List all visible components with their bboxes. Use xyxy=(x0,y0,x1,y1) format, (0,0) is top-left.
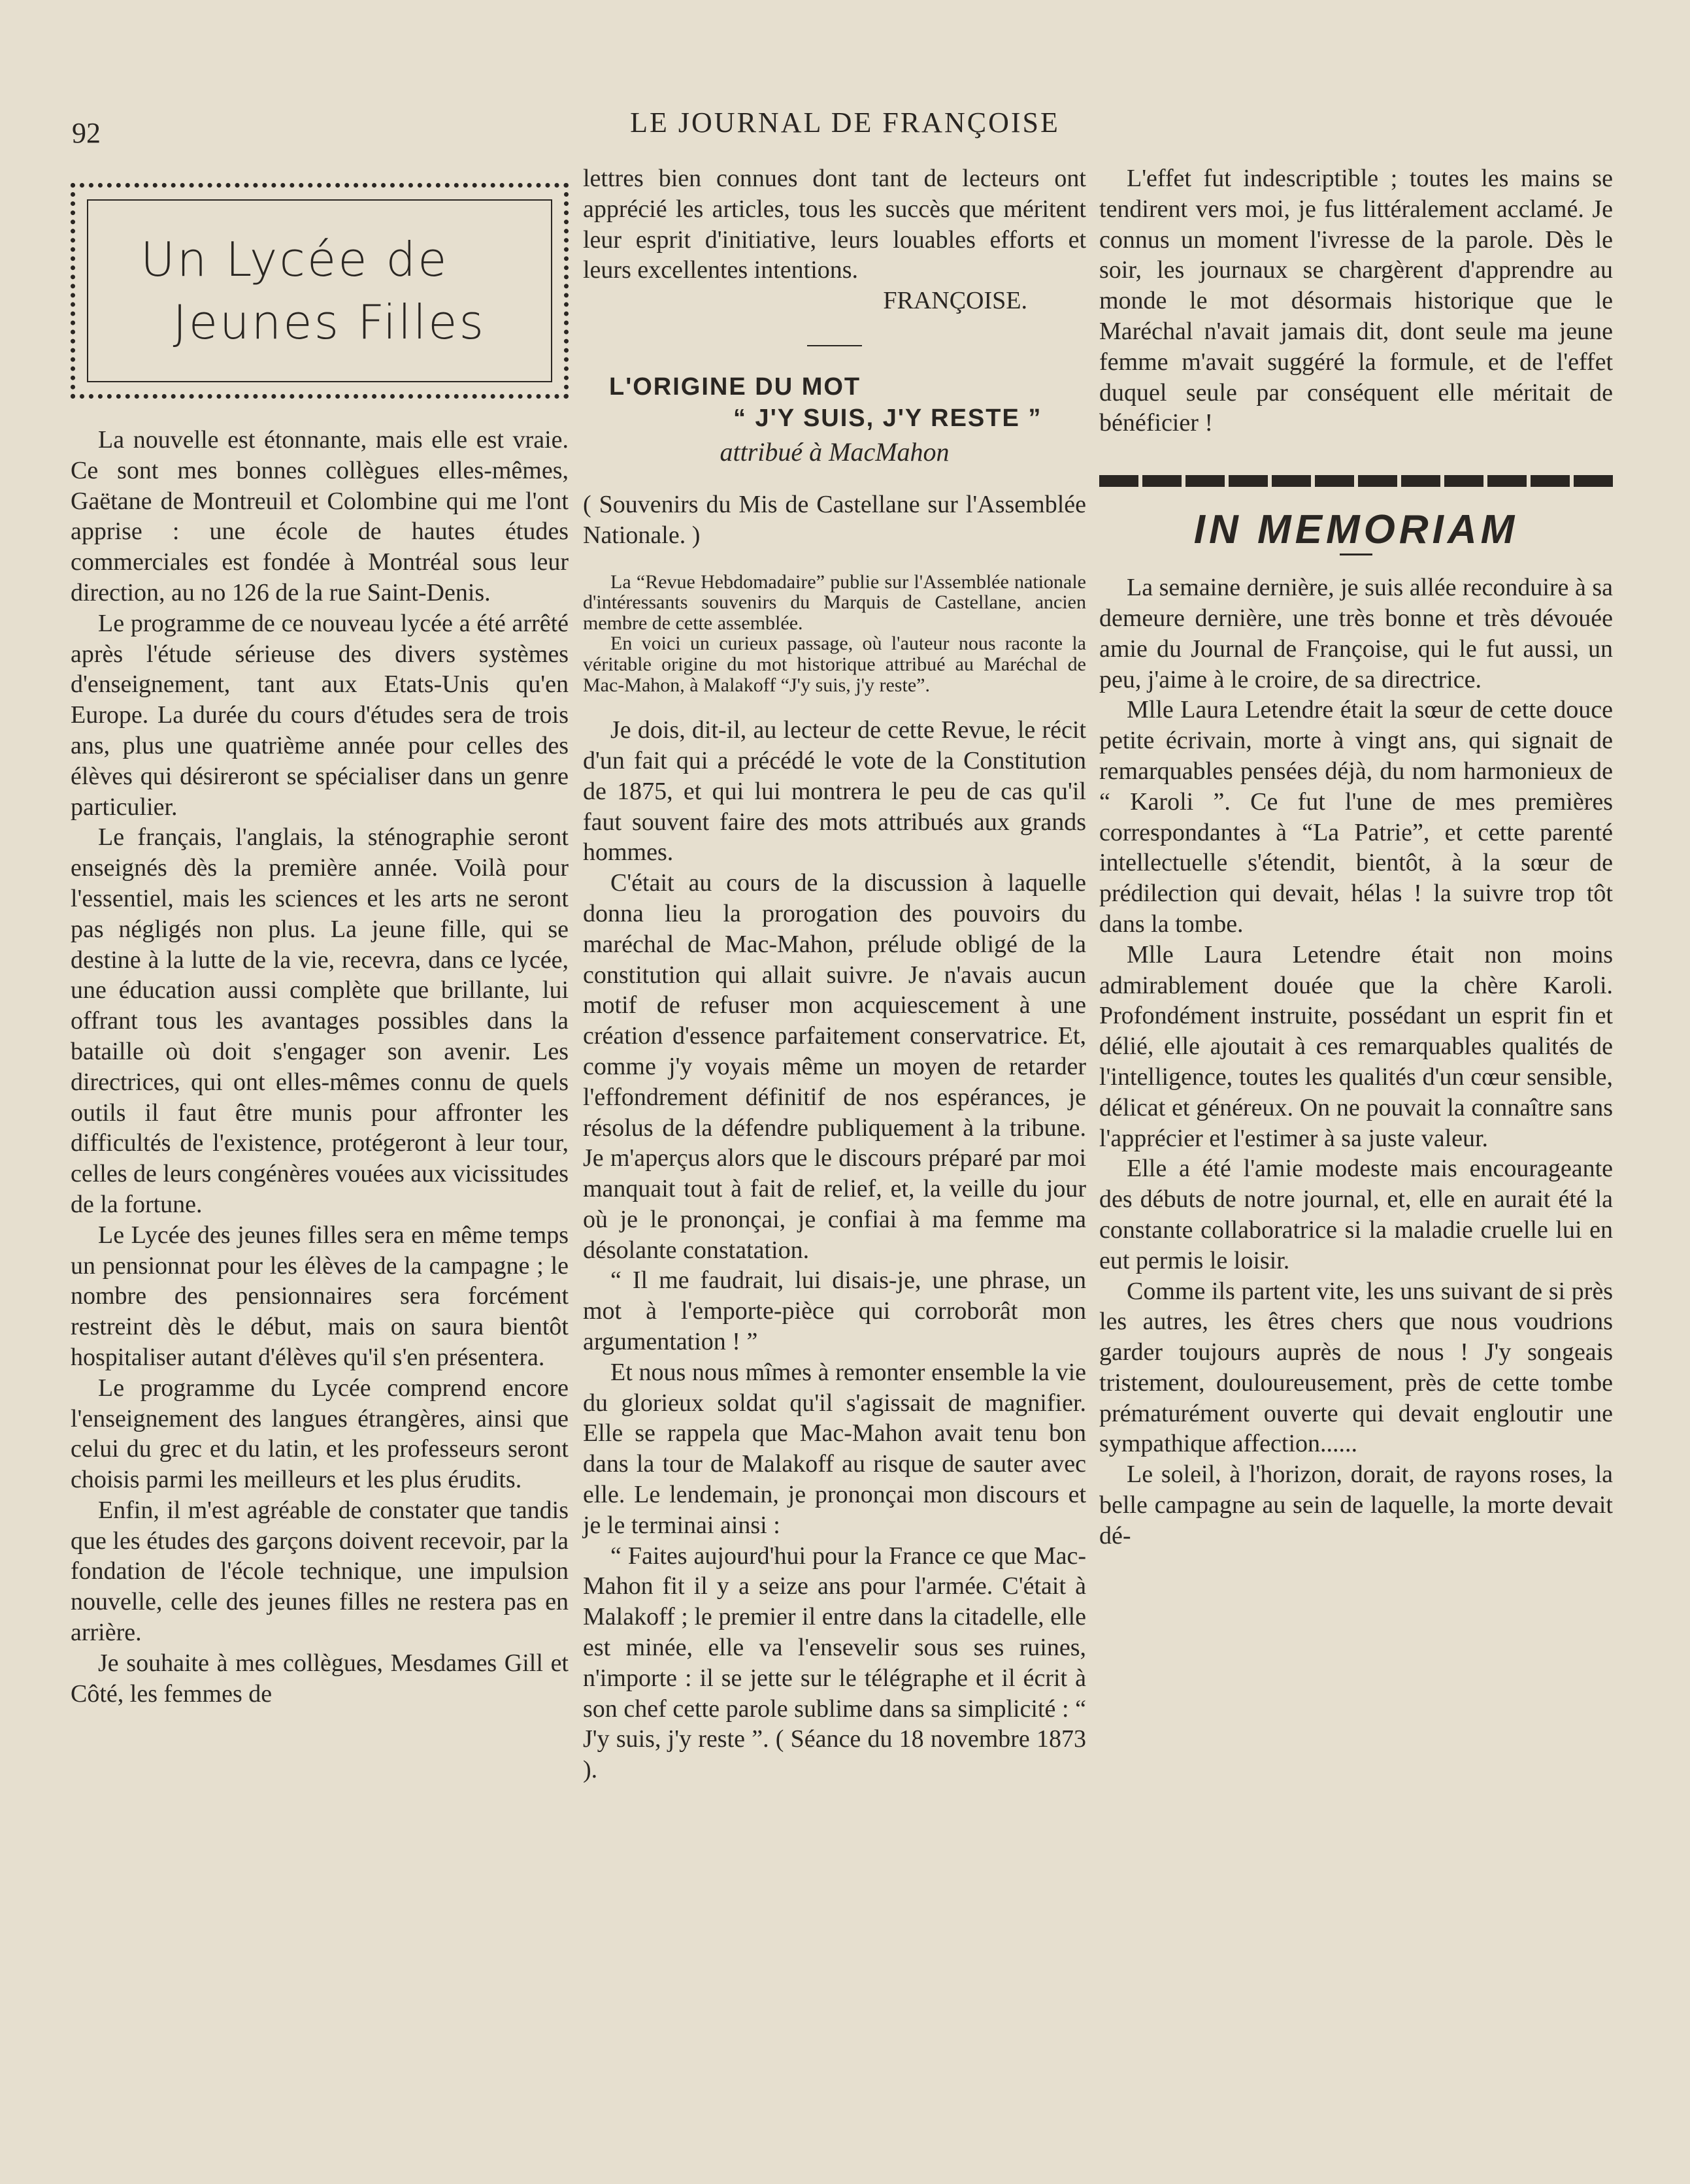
memoriam-title: IN MEMORIAM xyxy=(1193,507,1519,553)
origine-paragraph: C'était au cours de la discussion à laquelle donna lieu la prorogation des pouvoirs du maréchal de Mac-Mahon, prélude obligé de la constitution qui allait suivre. Je n'avais aucun motif de refuser mon acquiescement à une création d'essence parfaitement conservatrice. Et, comme j'y voyais même un moyen de retarder l'effondrement définitif de nos espérances, je résolus de la défendre publiquement à la tribune. Je m'aperçus alors que le discours préparé par moi manquait tout à fait de relief, et, la veille du jour où je le prononçai, je confiai à ma femme ma désolante constatation. xyxy=(583,869,1086,1264)
origine-heading xyxy=(583,371,1086,434)
origine-title-line2: “ J'Y SUIS, J'Y RESTE ” xyxy=(733,404,1042,432)
memoriam-paragraph: Mlle Laura Letendre était la sœur de cette douce petite écrivain, morte à vingt ans, qui signait de remarquables pensées déjà, du nom harmonieux de “ Karoli ”. Ce fut l'une de mes premières correspondantes à “La Patrie”, et cette parenté intellectuelle s'étendit, bientôt, à la sœur de prédilection qui devait, hélas ! la suivre trop tôt dans la tombe. xyxy=(1099,696,1613,938)
signature: FRANÇOISE. xyxy=(883,287,1027,315)
memoriam-paragraph: Elle a été l'amie modeste mais encourageante des débuts de notre journal, et, elle en aurait été la constante collaboratrice si la maladie cruelle lui en eut permis le loisir. xyxy=(1099,1155,1613,1274)
origine-paragraph: “ Il me faudrait, lui disais-je, une phrase, un mot à l'emporte-pièce qui corroborât mon argumentation ! ” xyxy=(583,1266,1086,1356)
lycee-paragraph: Je souhaite à mes collègues, Mesdames Gill et Côté, les femmes de xyxy=(71,1649,569,1708)
heavy-rule xyxy=(1099,475,1613,487)
memoriam-paragraph: Mlle Laura Letendre était non moins admirablement douée que la chère Karoli. Profondément instruite, possédant un esprit fin et délié, elle ajoutait à ces remarquables qualités de l'intelligence, toutes les qualités d'un cœur sensible, délicat et généreux. On ne pouvait la connaître sans l'apprécier et l'estimer à sa juste valeur. xyxy=(1099,940,1613,1152)
frame-inner-border xyxy=(87,199,552,382)
lycee-paragraph: Le Lycée des jeunes filles sera en même temps un pensionnat pour les élèves de la campagne ; le nombre des pensionnaires sera forcément restreint dès le début, mais on saura bientôt hospitaliser autant d'élèves qu'il s'en présentera. xyxy=(71,1221,569,1371)
column-1 xyxy=(71,163,569,1709)
lycee-paragraph: Le programme du Lycée comprend encore l'enseignement des langues étrangères, ainsi que celui du grec et du latin, et les professeurs seront choisis parmi les meilleurs et les plus érudits. xyxy=(71,1374,569,1494)
ornamental-frame xyxy=(71,183,569,399)
intro-paragraph: La “Revue Hebdomadaire” publie sur l'Assemblée nationale d'intéressants souvenirs du Marquis de Castellane, ancien membre de cette assemblée. xyxy=(583,571,1086,634)
origine-paragraph: Je dois, dit-il, au lecteur de cette Revue, le récit d'un fait qui a précédé le vote de la Constitution de 1875, et qui lui montrera le peu de cas qu'il faut souvent faire des mots attribués aux grands hommes. xyxy=(583,716,1086,867)
memoriam-paragraph: Le soleil, à l'horizon, dorait, de rayons roses, la belle campagne au sein de laquelle, la morte devait dé- xyxy=(1099,1461,1613,1549)
memoriam-paragraph: La semaine dernière, je suis allée reconduire à sa demeure dernière, une très bonne et très dévouée amie du Journal de Françoise, qui le fut aussi, un peu, j'aime à le croire, de sa directrice. xyxy=(1099,574,1613,693)
origine-intro xyxy=(583,572,1086,696)
memoriam-paragraph: Comme ils partent vite, les uns suivant de si près les autres, les êtres chers que nous voudrions garder toujours auprès de nous ! J'y songeais tristement, douloureusement, près de cette tombe prématurément ouverte qui devait engloutir une sympathique affection...... xyxy=(1099,1277,1613,1458)
lycee-paragraph: Le programme de ce nouveau lycée a été arrêté après l'étude sérieuse des divers systèmes d'enseignement, tant aux Etats-Unis qu'en Europe. La durée du cours d'études sera de trois ans, plus une quatrième année pour celles des élèves qui désireront se spécialiser dans un genre particulier. xyxy=(71,609,569,821)
origine-paragraph: Et nous nous mîmes à remonter ensemble la vie du glorieux soldat qu'il s'agissait de magnifier. Elle se rappela que Mac-Mahon avait tenu bon dans la tour de Malakoff au risque de sauter avec elle. Le lendemain, je prononçai mon discours et je le terminai ainsi : xyxy=(583,1358,1086,1539)
lycee-title xyxy=(88,228,551,354)
origine-subtitle: attribué à MacMahon xyxy=(720,437,950,467)
section-divider xyxy=(807,345,862,346)
intro-paragraph: En voici un curieux passage, où l'auteur nous raconte la véritable origine du mot historique attribué au Maréchal de Mac-Mahon, à Malakoff “J'y suis, j'y reste”. xyxy=(583,633,1086,696)
column-3 xyxy=(1099,163,1613,1551)
page-number: 92 xyxy=(72,117,101,149)
origine-paragraph: L'effet fut indescriptible ; toutes les mains se tendirent vers moi, je fus littéralement acclamé. Je connus un moment l'ivresse de la parole. Dès le soir, les journaux se chargèrent d'apprendre au monde le mot désormais historique que le Maréchal n'avait jamais dit, dont seule ma jeune femme m'avait suggéré la formule, et de l'effet duquel seule par conséquent elle méritait de bénéficier ! xyxy=(1099,165,1613,437)
lycee-paragraph: Le français, l'anglais, la sténographie seront enseignés dès la première année. Voilà pour l'essentiel, mais les sciences et les arts ne seront pas négligés non plus. La jeune fille, qui se destine à la lutte de la vie, recevra, dans ce lycée, une éducation aussi complète que brillante, lui offrant tous les avantages possibles dans la bataille où doit s'engager son avenir. Les directrices, qui ont elles-mêmes connu de quels outils il faut être munis pour affronter les difficultés de l'existence, protégeront à leur tour, celles de leurs congénères vouées aux vicissitudes de la fortune. xyxy=(71,823,569,1218)
origine-source: ( Souvenirs du Mis de Castellane sur l'Assemblée Nationale. ) xyxy=(583,490,1086,549)
origine-paragraph: “ Faites aujourd'hui pour la France ce que Mac-Mahon fit il y a seize ans pour l'armée. C'était à Malakoff ; le premier il entre dans la citadelle, elle est minée, elle va l'ensevelir sous ses ruines, n'importe : il se jette sur le télégraphe et il écrit à son chef cette parole sublime dans sa simplicité : “ J'y suis, j'y reste ”. ( Séance du 18 novembre 1873 ). xyxy=(583,1542,1086,1784)
origine-title-line1: L'ORIGINE DU MOT xyxy=(609,372,861,401)
lycee-paragraph: Enfin, il m'est agréable de constater que tandis que les études des garçons doivent recevoir, par la fondation de l'école technique, une impulsion nouvelle, celle des jeunes filles ne restera pas en arrière. xyxy=(71,1496,569,1647)
lycee-continuation: lettres bien connues dont tant de lecteurs ont apprécié les articles, tous les succès que méritent leur esprit d'initiative, leurs louables efforts et leurs excellentes intentions. xyxy=(583,165,1086,284)
lycee-title-line1: Un Lycée de xyxy=(141,232,449,287)
column-2 xyxy=(583,163,1086,1785)
lycee-body xyxy=(71,425,569,1709)
lycee-paragraph: La nouvelle est étonnante, mais elle est vraie. Ce sont mes bonnes collègues elles-mêmes, Gaëtane de Montreuil et Colombine qui me l'ont apprise : une école de hautes études commerciales est fondée à Montréal sous leur direction, au no 126 de la rue Saint-Denis. xyxy=(71,426,569,606)
memoriam-dash xyxy=(1340,554,1372,555)
running-head: LE JOURNAL DE FRANÇOISE xyxy=(630,107,1060,139)
lycee-title-line2: Jeunes Filles xyxy=(173,295,486,350)
